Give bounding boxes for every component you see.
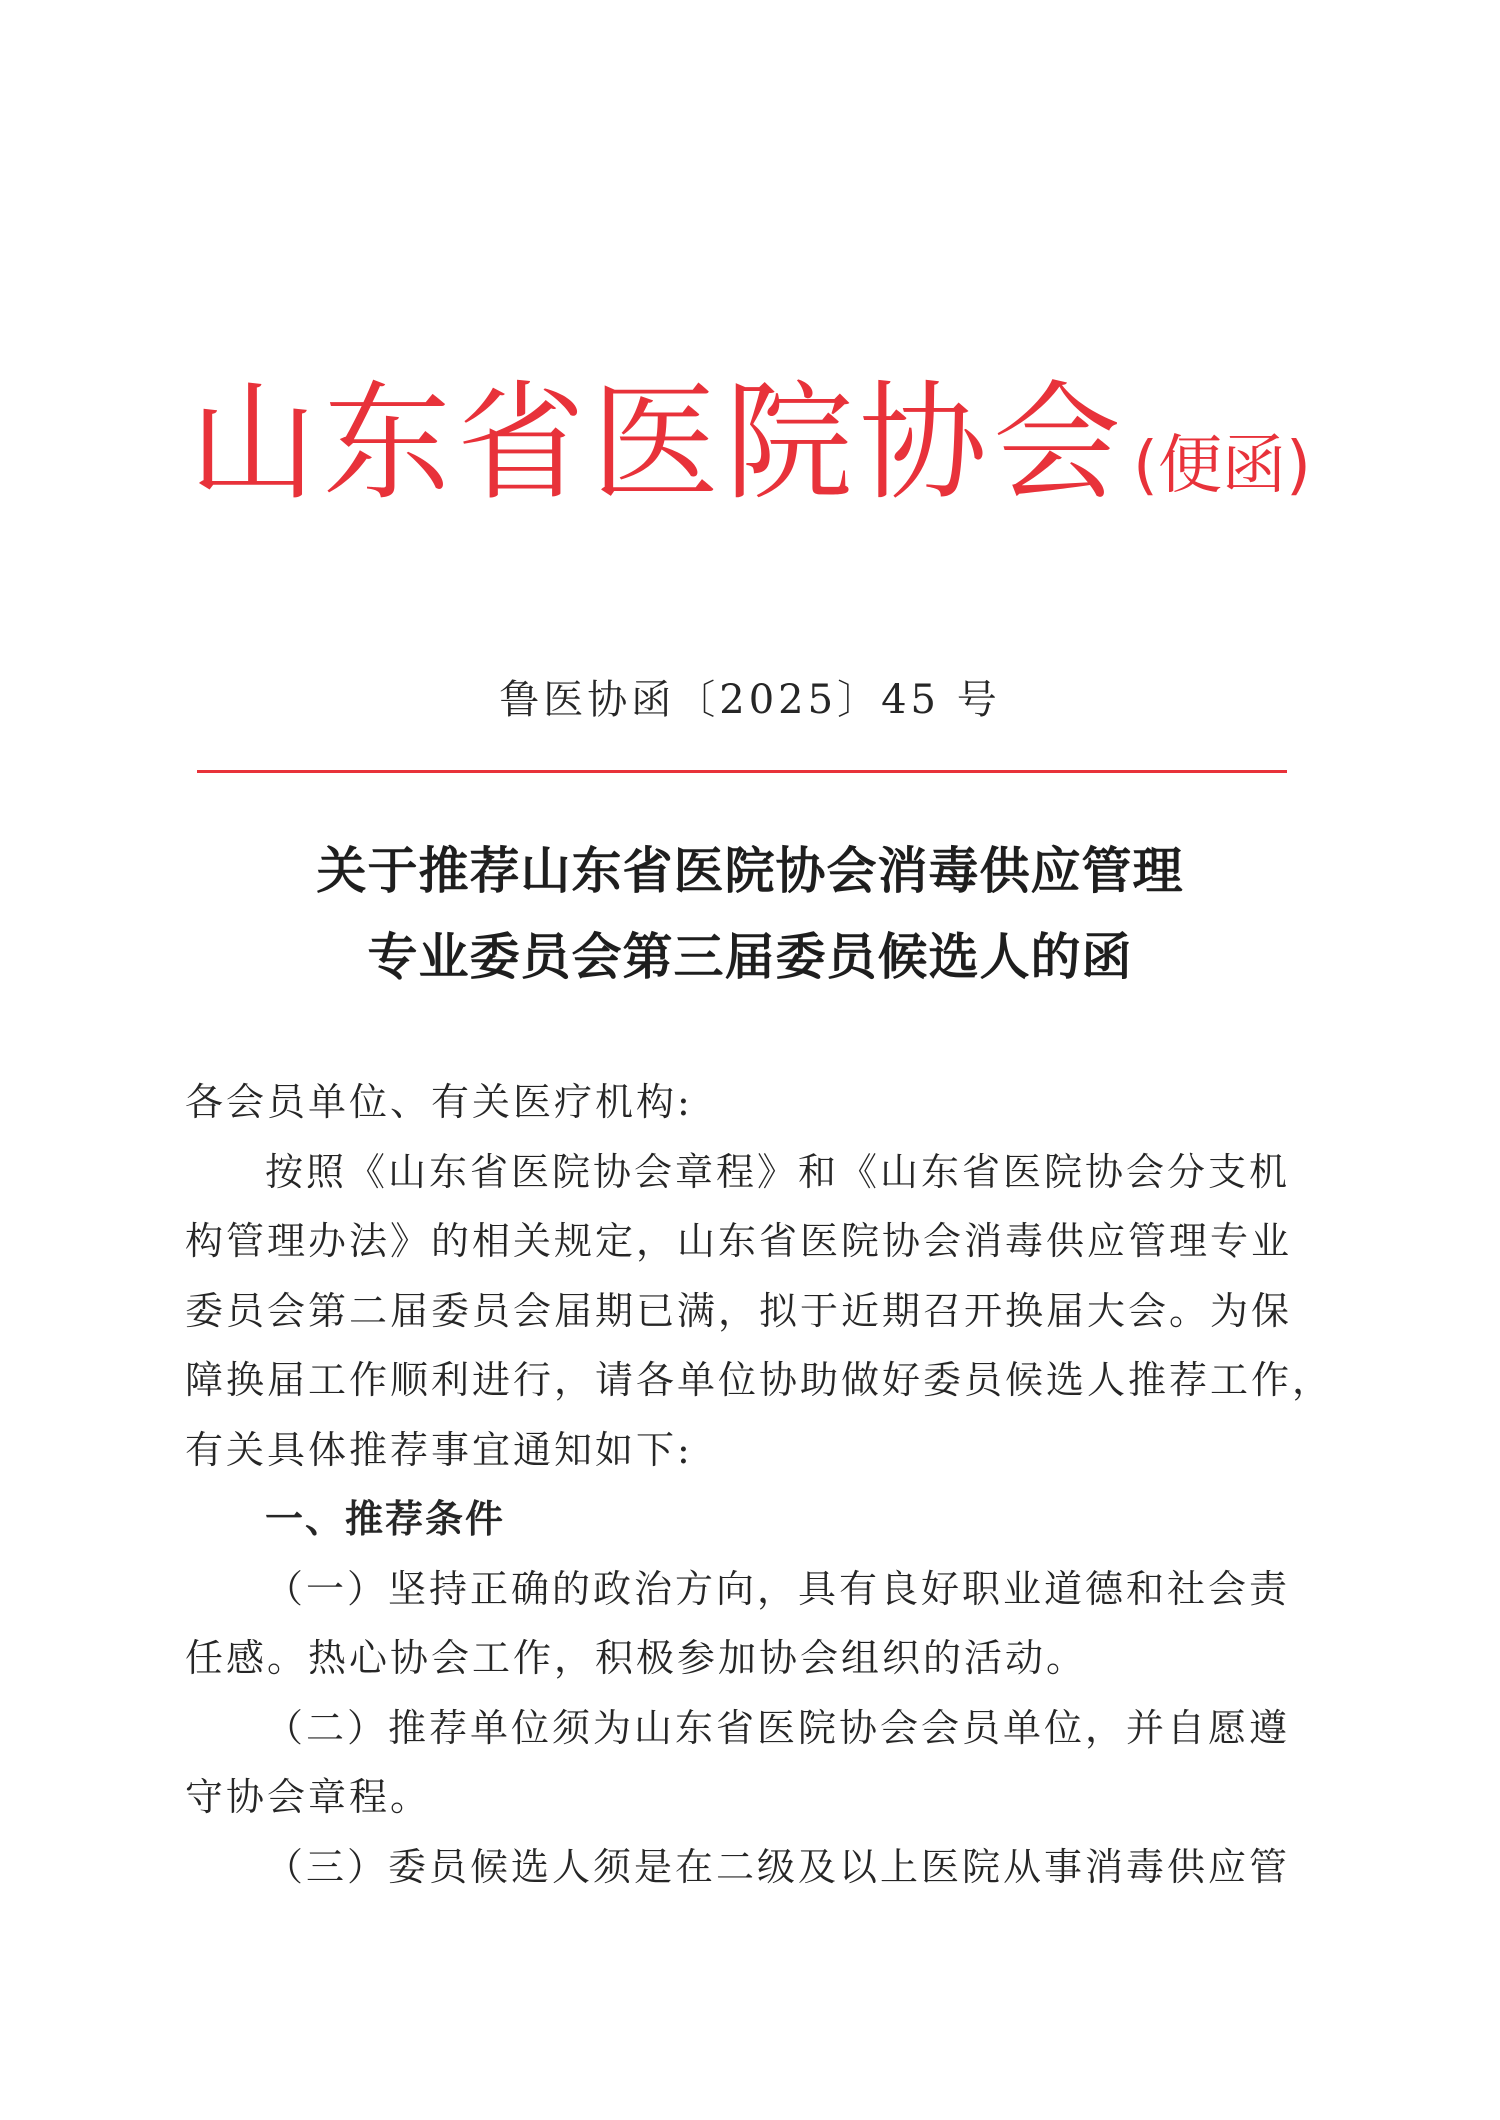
paragraph-line: 按照《山东省医院协会章程》和《山东省医院协会分支机 [265, 1149, 1291, 1194]
paragraph-line: 有关具体推荐事宜通知如下: [185, 1427, 693, 1472]
red-separator-line [197, 770, 1287, 773]
title-line-1: 关于推荐山东省医院协会消毒供应管理 [316, 842, 1184, 900]
paragraph-line: （一）坚持正确的政治方向，具有良好职业道德和社会责 [265, 1566, 1291, 1611]
item-1 [185, 1555, 1291, 1694]
paragraph-line: 委员会第二届委员会届期已满，拟于近期召开换届大会。为保 [185, 1288, 1293, 1333]
title-line-2: 专业委员会第三届委员候选人的函 [367, 928, 1133, 986]
paragraph-line: 障换届工作顺利进行，请各单位协助做好委员候选人推荐工作， [185, 1358, 1334, 1402]
section-heading: 一、推荐条件 [265, 1497, 506, 1541]
paragraph-line: 任感。热心协会工作，积极参加协会组织的活动。 [185, 1636, 1088, 1680]
letterhead [0, 369, 1500, 518]
organization-name: 山东省医院协会 [189, 369, 1128, 518]
salutation: 各会员单位、有关医疗机构: [185, 1080, 693, 1124]
item-2 [185, 1694, 1291, 1833]
document-title [0, 828, 1500, 1000]
paragraph-1 [185, 1138, 1334, 1486]
paragraph-line: （二）推荐单位须为山东省医院协会会员单位，并自愿遵 [265, 1705, 1291, 1750]
paragraph-line: 守协会章程。 [185, 1775, 432, 1819]
item-3 [185, 1833, 1291, 1903]
paragraph-line: 构管理办法》的相关规定，山东省医院协会消毒供应管理专业 [185, 1219, 1293, 1263]
document-body [185, 1068, 1334, 1902]
paragraph-line: （三）委员候选人须是在二级及以上医院从事消毒供应管 [265, 1844, 1291, 1889]
document-number: 鲁医协函〔2025〕45 号 [499, 677, 1001, 723]
document-kind: (便函) [1133, 429, 1311, 503]
